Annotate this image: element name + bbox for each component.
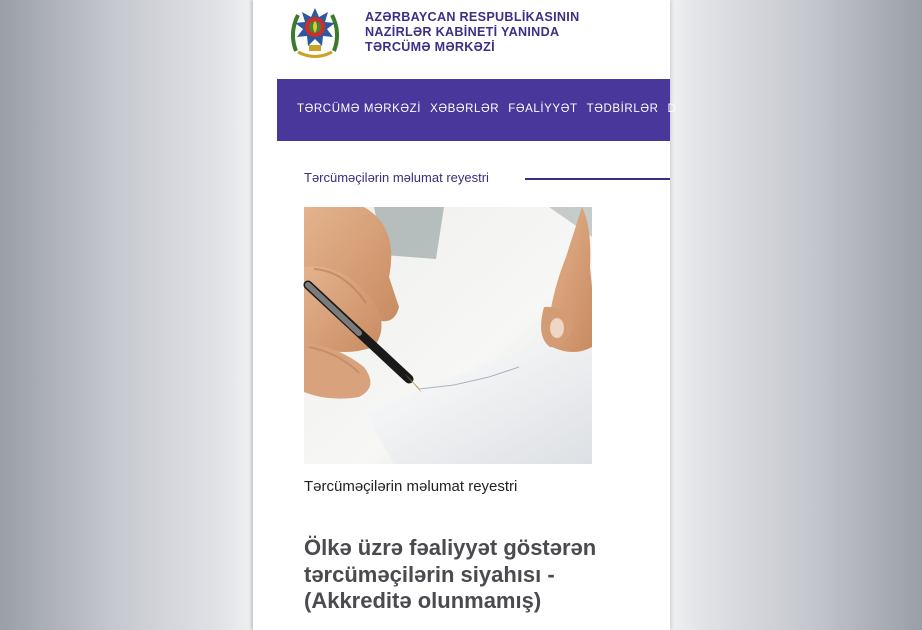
article-image[interactable]: [304, 207, 592, 464]
image-caption: Tərcüməçilərin məlumat reyestri: [304, 478, 518, 495]
site-header: [253, 0, 670, 78]
main-navigation: [277, 79, 677, 141]
nav-item-activity[interactable]: FƏALİYYƏT: [508, 103, 578, 115]
nav-item-translation-center[interactable]: TƏRCÜMƏ MƏRKƏZİ: [297, 103, 422, 115]
nav-item-news[interactable]: XƏBƏRLƏR: [430, 103, 500, 115]
nav-item-truncated[interactable]: D: [667, 103, 677, 115]
section-heading-row: [304, 170, 670, 186]
breadcrumb[interactable]: Tərcüməçilərin məlumat reyestri: [304, 170, 489, 185]
state-emblem-icon[interactable]: [285, 3, 345, 63]
title-line-2: NAZİRLƏR KABİNETİ YANINDA: [365, 25, 560, 39]
title-line-3: TƏRCÜMƏ MƏRKƏZİ: [365, 40, 495, 54]
nav-item-events[interactable]: TƏDBİRLƏR: [586, 103, 659, 115]
organization-title: [365, 10, 665, 55]
heading-divider: [525, 178, 670, 180]
title-line-1: AZƏRBAYCAN RESPUBLİKASININ: [365, 10, 580, 24]
mobile-page: [253, 0, 677, 630]
article-headline[interactable]: Ölkə üzrə fəaliyyət göstərən tərcüməçilərin siyahısı - (Akkreditə olunmamış): [304, 535, 597, 613]
